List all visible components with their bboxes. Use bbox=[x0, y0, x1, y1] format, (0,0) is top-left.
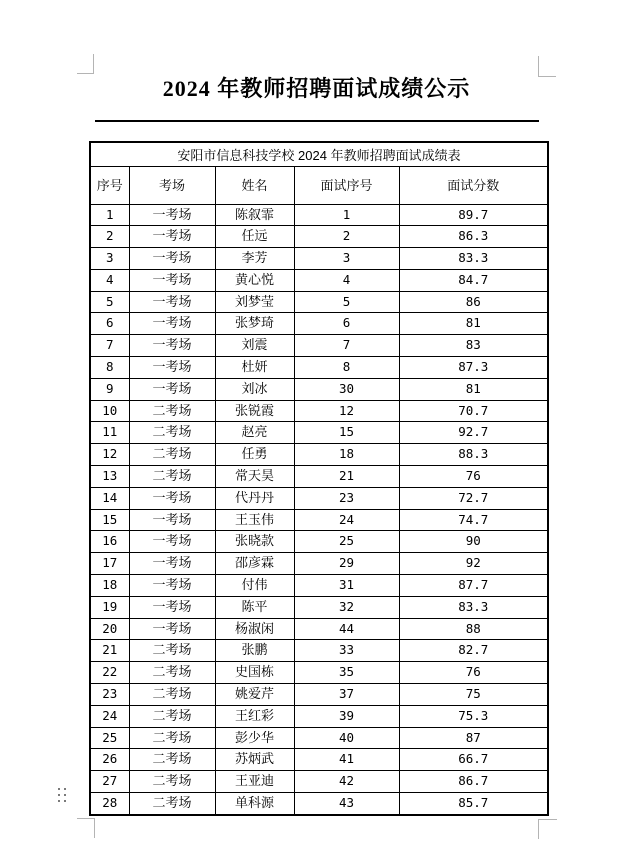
cell-name: 任远 bbox=[215, 226, 294, 248]
cell-room: 一考场 bbox=[129, 553, 215, 575]
cell-room: 一考场 bbox=[129, 618, 215, 640]
table-row bbox=[90, 575, 548, 597]
cell-room: 一考场 bbox=[129, 357, 215, 379]
cell-room: 一考场 bbox=[129, 335, 215, 357]
cell-score: 90 bbox=[399, 531, 548, 553]
cell-interview_no: 3 bbox=[294, 248, 399, 270]
table-row bbox=[90, 793, 548, 815]
table-caption-row bbox=[90, 142, 548, 166]
cell-score: 85.7 bbox=[399, 793, 548, 815]
cell-no: 24 bbox=[90, 705, 129, 727]
cell-no: 9 bbox=[90, 378, 129, 400]
cell-no: 20 bbox=[90, 618, 129, 640]
cell-no: 26 bbox=[90, 749, 129, 771]
table-row bbox=[90, 705, 548, 727]
cell-score: 86.3 bbox=[399, 226, 548, 248]
cell-no: 4 bbox=[90, 269, 129, 291]
cell-interview_no: 8 bbox=[294, 357, 399, 379]
table-row bbox=[90, 618, 548, 640]
cell-no: 7 bbox=[90, 335, 129, 357]
cell-no: 8 bbox=[90, 357, 129, 379]
cell-score: 88.3 bbox=[399, 444, 548, 466]
cell-room: 二考场 bbox=[129, 727, 215, 749]
cell-interview_no: 23 bbox=[294, 487, 399, 509]
table-row bbox=[90, 248, 548, 270]
table-row bbox=[90, 596, 548, 618]
page-title: 2024 年教师招聘面试成绩公示 bbox=[162, 76, 471, 101]
cell-interview_no: 18 bbox=[294, 444, 399, 466]
cell-score: 75.3 bbox=[399, 705, 548, 727]
cell-name: 刘冰 bbox=[215, 378, 294, 400]
cell-interview_no: 44 bbox=[294, 618, 399, 640]
table-row bbox=[90, 662, 548, 684]
cell-room: 二考场 bbox=[129, 705, 215, 727]
column-header-score: 面试分数 bbox=[399, 166, 548, 204]
cell-interview_no: 6 bbox=[294, 313, 399, 335]
cell-score: 81 bbox=[399, 313, 548, 335]
cell-room: 一考场 bbox=[129, 248, 215, 270]
cell-name: 苏炳武 bbox=[215, 749, 294, 771]
cell-no: 17 bbox=[90, 553, 129, 575]
cell-no: 3 bbox=[90, 248, 129, 270]
cell-room: 二考场 bbox=[129, 466, 215, 488]
cell-name: 陈叙霏 bbox=[215, 204, 294, 226]
cell-name: 黄心悦 bbox=[215, 269, 294, 291]
cell-interview_no: 35 bbox=[294, 662, 399, 684]
cell-no: 14 bbox=[90, 487, 129, 509]
cell-interview_no: 24 bbox=[294, 509, 399, 531]
interview-score-table bbox=[89, 141, 549, 816]
cell-score: 72.7 bbox=[399, 487, 548, 509]
cell-room: 一考场 bbox=[129, 226, 215, 248]
cell-interview_no: 5 bbox=[294, 291, 399, 313]
table-body bbox=[90, 204, 548, 815]
cell-interview_no: 4 bbox=[294, 269, 399, 291]
cell-room: 二考场 bbox=[129, 422, 215, 444]
cell-score: 83 bbox=[399, 335, 548, 357]
cell-no: 5 bbox=[90, 291, 129, 313]
column-header-interview-no: 面试序号 bbox=[294, 166, 399, 204]
cell-score: 87 bbox=[399, 727, 548, 749]
cell-no: 16 bbox=[90, 531, 129, 553]
cell-interview_no: 12 bbox=[294, 400, 399, 422]
cell-interview_no: 40 bbox=[294, 727, 399, 749]
cell-no: 11 bbox=[90, 422, 129, 444]
cell-score: 89.7 bbox=[399, 204, 548, 226]
cell-score: 92.7 bbox=[399, 422, 548, 444]
table-row bbox=[90, 487, 548, 509]
cell-no: 6 bbox=[90, 313, 129, 335]
cell-no: 13 bbox=[90, 466, 129, 488]
table-row bbox=[90, 291, 548, 313]
cell-score: 83.3 bbox=[399, 596, 548, 618]
cell-no: 23 bbox=[90, 684, 129, 706]
cell-name: 单科源 bbox=[215, 793, 294, 815]
cell-no: 12 bbox=[90, 444, 129, 466]
cell-room: 二考场 bbox=[129, 771, 215, 793]
table-row bbox=[90, 466, 548, 488]
table-row bbox=[90, 684, 548, 706]
cell-room: 二考场 bbox=[129, 749, 215, 771]
cell-name: 邵彦霖 bbox=[215, 553, 294, 575]
cell-room: 二考场 bbox=[129, 640, 215, 662]
cell-room: 二考场 bbox=[129, 793, 215, 815]
table-row bbox=[90, 378, 548, 400]
table-row bbox=[90, 749, 548, 771]
cell-name: 张梦琦 bbox=[215, 313, 294, 335]
cell-score: 66.7 bbox=[399, 749, 548, 771]
cell-name: 李芳 bbox=[215, 248, 294, 270]
cell-interview_no: 29 bbox=[294, 553, 399, 575]
margin-corner-mark-top-left bbox=[77, 54, 94, 74]
cell-name: 代丹丹 bbox=[215, 487, 294, 509]
cell-score: 84.7 bbox=[399, 269, 548, 291]
cell-no: 22 bbox=[90, 662, 129, 684]
cell-score: 74.7 bbox=[399, 509, 548, 531]
cell-score: 87.3 bbox=[399, 357, 548, 379]
table-row bbox=[90, 422, 548, 444]
cell-score: 92 bbox=[399, 553, 548, 575]
table-row bbox=[90, 357, 548, 379]
cell-interview_no: 39 bbox=[294, 705, 399, 727]
cell-no: 25 bbox=[90, 727, 129, 749]
cell-room: 一考场 bbox=[129, 487, 215, 509]
cell-no: 10 bbox=[90, 400, 129, 422]
cell-name: 张晓款 bbox=[215, 531, 294, 553]
cell-score: 76 bbox=[399, 466, 548, 488]
cell-score: 86 bbox=[399, 291, 548, 313]
cell-score: 87.7 bbox=[399, 575, 548, 597]
cell-room: 一考场 bbox=[129, 291, 215, 313]
cell-room: 二考场 bbox=[129, 444, 215, 466]
cell-name: 史国栋 bbox=[215, 662, 294, 684]
cell-room: 二考场 bbox=[129, 400, 215, 422]
cell-score: 70.7 bbox=[399, 400, 548, 422]
cell-interview_no: 32 bbox=[294, 596, 399, 618]
cell-interview_no: 42 bbox=[294, 771, 399, 793]
cell-name: 姚爱芹 bbox=[215, 684, 294, 706]
cell-name: 刘震 bbox=[215, 335, 294, 357]
cell-name: 张鹏 bbox=[215, 640, 294, 662]
cell-interview_no: 21 bbox=[294, 466, 399, 488]
table-row bbox=[90, 640, 548, 662]
cell-interview_no: 7 bbox=[294, 335, 399, 357]
column-header-room: 考场 bbox=[129, 166, 215, 204]
cell-room: 一考场 bbox=[129, 596, 215, 618]
cell-room: 一考场 bbox=[129, 204, 215, 226]
cell-name: 陈平 bbox=[215, 596, 294, 618]
cell-room: 一考场 bbox=[129, 531, 215, 553]
cell-room: 一考场 bbox=[129, 575, 215, 597]
table-header-row bbox=[90, 166, 548, 204]
cell-name: 王红彩 bbox=[215, 705, 294, 727]
cell-interview_no: 43 bbox=[294, 793, 399, 815]
cell-name: 张锐霞 bbox=[215, 400, 294, 422]
cell-interview_no: 31 bbox=[294, 575, 399, 597]
cell-name: 付伟 bbox=[215, 575, 294, 597]
cell-interview_no: 37 bbox=[294, 684, 399, 706]
cell-name: 赵亮 bbox=[215, 422, 294, 444]
cell-score: 86.7 bbox=[399, 771, 548, 793]
table-row bbox=[90, 269, 548, 291]
table-row bbox=[90, 313, 548, 335]
table-row bbox=[90, 553, 548, 575]
cell-name: 彭少华 bbox=[215, 727, 294, 749]
cell-interview_no: 15 bbox=[294, 422, 399, 444]
margin-corner-mark-bottom-right bbox=[538, 819, 557, 839]
cell-room: 一考场 bbox=[129, 269, 215, 291]
cell-score: 82.7 bbox=[399, 640, 548, 662]
cell-score: 81 bbox=[399, 378, 548, 400]
column-header-name: 姓名 bbox=[215, 166, 294, 204]
title-divider bbox=[95, 120, 539, 122]
cell-no: 21 bbox=[90, 640, 129, 662]
column-header-no: 序号 bbox=[90, 166, 129, 204]
cell-no: 27 bbox=[90, 771, 129, 793]
cell-name: 王亚迪 bbox=[215, 771, 294, 793]
cell-name: 杨淑闲 bbox=[215, 618, 294, 640]
cell-score: 88 bbox=[399, 618, 548, 640]
table-row bbox=[90, 771, 548, 793]
cell-score: 83.3 bbox=[399, 248, 548, 270]
cell-interview_no: 41 bbox=[294, 749, 399, 771]
cell-name: 刘梦莹 bbox=[215, 291, 294, 313]
cell-interview_no: 30 bbox=[294, 378, 399, 400]
cell-interview_no: 1 bbox=[294, 204, 399, 226]
cell-no: 2 bbox=[90, 226, 129, 248]
table-row bbox=[90, 335, 548, 357]
cell-name: 任勇 bbox=[215, 444, 294, 466]
table-row bbox=[90, 509, 548, 531]
table-row bbox=[90, 226, 548, 248]
cell-no: 15 bbox=[90, 509, 129, 531]
table-row bbox=[90, 400, 548, 422]
cell-no: 18 bbox=[90, 575, 129, 597]
table-row bbox=[90, 531, 548, 553]
cell-no: 19 bbox=[90, 596, 129, 618]
table-row bbox=[90, 444, 548, 466]
cell-room: 二考场 bbox=[129, 684, 215, 706]
cell-score: 76 bbox=[399, 662, 548, 684]
cell-interview_no: 25 bbox=[294, 531, 399, 553]
margin-corner-mark-bottom-left bbox=[77, 818, 95, 838]
cell-no: 28 bbox=[90, 793, 129, 815]
dots-grid-indicator bbox=[58, 788, 66, 802]
cell-room: 一考场 bbox=[129, 378, 215, 400]
table-caption: 安阳市信息科技学校 2024 年教师招聘面试成绩表 bbox=[90, 142, 548, 166]
cell-room: 一考场 bbox=[129, 313, 215, 335]
table-row bbox=[90, 727, 548, 749]
cell-name: 常天昊 bbox=[215, 466, 294, 488]
cell-no: 1 bbox=[90, 204, 129, 226]
cell-room: 二考场 bbox=[129, 662, 215, 684]
cell-room: 一考场 bbox=[129, 509, 215, 531]
cell-interview_no: 33 bbox=[294, 640, 399, 662]
table-row bbox=[90, 204, 548, 226]
cell-name: 杜妍 bbox=[215, 357, 294, 379]
cell-score: 75 bbox=[399, 684, 548, 706]
cell-name: 王玉伟 bbox=[215, 509, 294, 531]
cell-interview_no: 2 bbox=[294, 226, 399, 248]
